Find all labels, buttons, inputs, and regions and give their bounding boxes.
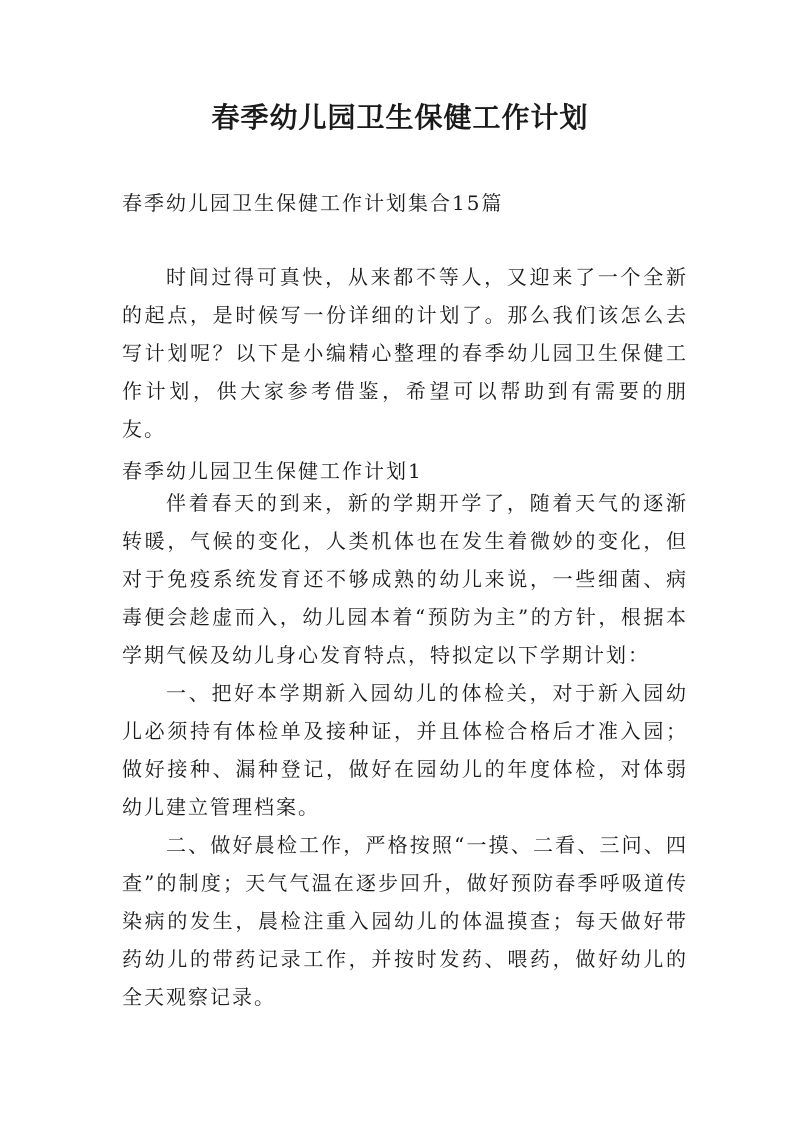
body-paragraph-3: 二、做好晨检工作，严格按照“一摸、二看、三问、四查”的制度；天气气温在逐步回升，做好预防春季呼吸道传染病的发生，晨检注重入园幼儿的体温摸查；每天做好带药幼儿的带药记录工作，并按时发药、喂药，做好幼儿的全天观察记录。 — [122, 833, 688, 1009]
section-content — [122, 484, 688, 1016]
document-title: 春季幼儿园卫生保健工作计划 — [211, 101, 589, 134]
section-heading: 春季幼儿园卫生保健工作计划1 — [122, 459, 423, 483]
body-paragraph-1: 伴着春天的到来，新的学期开学了，随着天气的逐渐转暖，气候的变化，人类机体也在发生着微妙的变化，但对于免疫系统发育还不够成熟的幼儿来说，一些细菌、病毒便会趁虚而入，幼儿园本着“预防为主”的方针，根据本学期气候及幼儿身心发育特点，特拟定以下学期计划： — [122, 491, 688, 667]
body-paragraph-2: 一、把好本学期新入园幼儿的体检关，对于新入园幼儿必须持有体检单及接种证，并且体检合格后才准入园；做好接种、漏种登记，做好在园幼儿的年度体检，对体弱幼儿建立管理档案。 — [122, 681, 688, 819]
document-subtitle: 春季幼儿园卫生保健工作计划集合15篇 — [122, 191, 504, 215]
intro-paragraph: 时间过得可真快，从来都不等人，又迎来了一个全新的起点，是时候写一份详细的计划了。那么我们该怎么去写计划呢？以下是小编精心整理的春季幼儿园卫生保健工作计划，供大家参考借鉴，希望可以帮助到有需要的朋友。 — [122, 265, 688, 441]
